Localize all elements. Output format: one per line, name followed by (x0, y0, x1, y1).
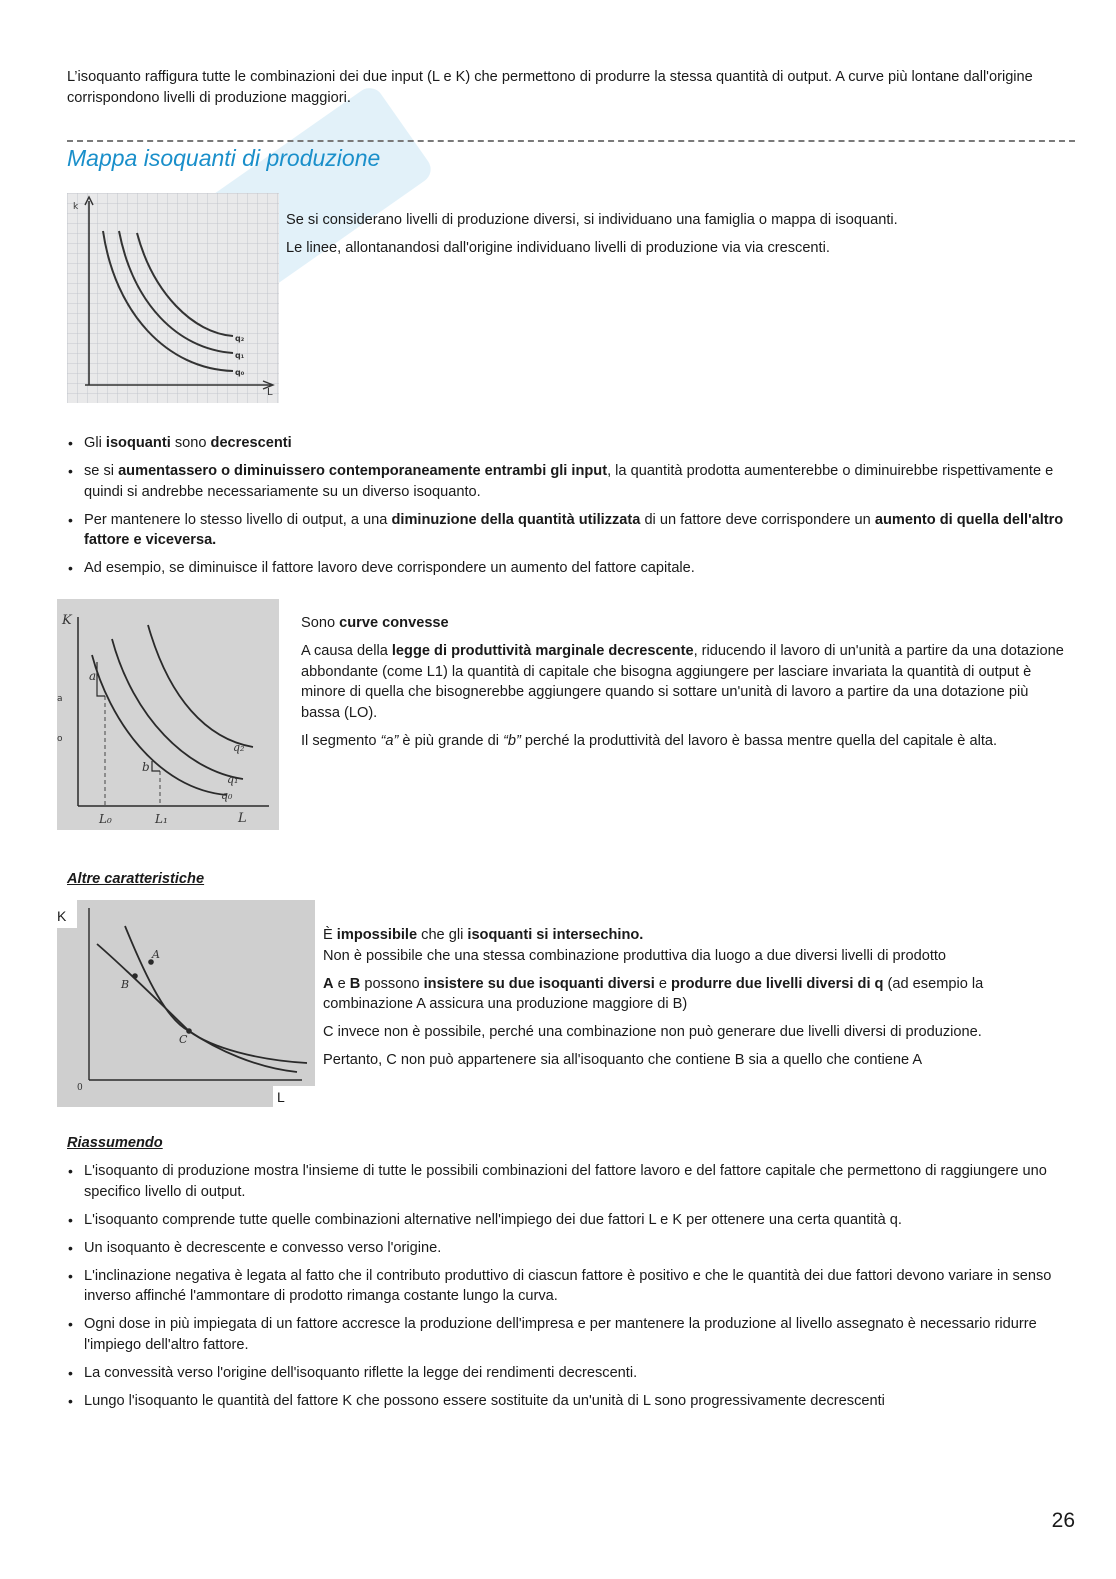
altre-p3: C invece non è possibile, perché una combinazione non può generare due livelli diversi di produzione. (323, 1024, 982, 1040)
fig2-b-label: b (142, 760, 150, 774)
fig3-k-label: K (57, 908, 67, 924)
section1-text (286, 210, 1066, 266)
fig2-edge-a: a (57, 694, 63, 704)
section1-p1: Se si considerano livelli di produzione diversi, si individuano una famiglia o mappa di isoquanti. (286, 212, 898, 228)
convex-text (301, 613, 1071, 759)
altre-p1b: Non è possibile che una stessa combinazione produttiva dia luogo a due diversi livelli di prodotto (323, 947, 947, 964)
fig1-curve-q1: q₁ (235, 351, 245, 360)
fig2-l1-label: L₁ (155, 812, 168, 826)
altre-p2: A e B possono insistere su due isoquanti diversi e produrre due livelli diversi di q (ad esempio la combinazione A assicura una produzione maggiore di B) (323, 975, 984, 1012)
convex-p1: A causa della legge di produttività marginale decrescente, riducendo il lavoro di un'unità a partire da una dotazione abbondante (come L1) la quantità di capitale che bisogna aggiungere per lasciare invariata la quantità di output è minore di quella che bisognerebbe aggiungere quando si sottare un'unità di lavoro a partire da una dotazione più bassa (LO). (301, 643, 1064, 721)
bullet-item: • se si aumentassero o diminuissero contemporaneamente entrambi gli input, la quantità prodotta aumenterebbe o diminuirebbe rispettivamente e quindi si andrebbe necessariamente su un diverso isoquanto. (67, 461, 1072, 502)
list-item: • L'inclinazione negativa è legata al fatto che il contributo produttivo di ciascun fattore è positivo e che le quantità dei due fattori devono variare in senso inverso affinché l'ammontare di prodotto rimanga costante lungo la curva. (67, 1266, 1075, 1307)
fig1-l-label: L (267, 387, 273, 398)
altre-text (323, 925, 1073, 1078)
list-item: • La convessità verso l'origine dell'isoquanto riflette la legge dei rendimenti decrescenti. (67, 1363, 1075, 1384)
intro-paragraph: L’isoquanto raffigura tutte le combinazioni dei due input (L e K) che permettono di produrre la stessa quantità di output. A curve più lontane dall'origine corrispondono livelli di produzione maggiori. (67, 69, 1033, 106)
fig2-q2-label: q₂ (233, 741, 245, 754)
fig2-l0-label: L₀ (99, 812, 112, 826)
fig2-edge-o: o (57, 734, 63, 744)
fig1-k-label: k (73, 202, 79, 212)
altre-p1: È impossibile che gli isoquanti si intersechino. (323, 927, 644, 943)
altre-p4: Pertanto, C non può appartenere sia all'isoquanto che contiene B sia a quello che contiene A (323, 1052, 923, 1068)
fig1-curve-q2: q₂ (235, 334, 245, 343)
fig2-q0-label: q₀ (221, 789, 233, 802)
list-item: • Lungo l'isoquanto le quantità del fattore K che possono essere sostituite da un'unità di L sono progressivamente decrescenti (67, 1391, 1075, 1412)
convex-isoquants-figure (57, 599, 279, 830)
riassumendo-list (67, 1161, 1075, 1419)
fig3-l-label: L (277, 1089, 285, 1105)
bullets-1 (67, 433, 1072, 586)
fig2-q1-label: q₁ (227, 773, 239, 786)
list-item: • Ogni dose in più impiegata di un fattore accresce la produzione dell'impresa e per mantenere la produzione al livello assegnato è necessario ridurre l'impiego dell'altro fattore. (67, 1314, 1075, 1355)
fig3-a-label: A (152, 948, 160, 961)
list-item: • L'isoquanto di produzione mostra l'insieme di tutte le possibili combinazioni del fattore lavoro e del fattore capitale che permettono di raggiungere uno specifico livello di output. (67, 1161, 1075, 1202)
list-item: • Un isoquanto è decrescente e convesso verso l'origine. (67, 1238, 1075, 1259)
section-title: Mappa isoquanti di produzione (67, 145, 381, 171)
fig3-c-label: C (179, 1033, 188, 1046)
fig2-k-label: K (62, 613, 72, 628)
bullet-item: • Gli isoquanti sono decrescenti (67, 433, 1072, 454)
convex-title: Sono curve convesse (301, 615, 449, 631)
page-number: 26 (1051, 1509, 1075, 1532)
list-item: • L'isoquanto comprende tutte quelle combinazioni alternative nell'impiego dei due fattori L e K per ottenere una certa quantità q. (67, 1210, 1075, 1231)
isoquant-map-figure (67, 193, 279, 403)
fig1-curve-q0: q₀ (235, 368, 245, 377)
fig2-a-label: a (89, 669, 97, 683)
fig2-l-label: L (238, 811, 247, 826)
fig3-origin-label: 0 (77, 1083, 83, 1093)
section1-p2: Le linee, allontanandosi dall'origine individuano livelli di produzione via via crescenti. (286, 240, 830, 256)
riassumendo-heading: Riassumendo (67, 1135, 163, 1151)
bullet-item: • Ad esempio, se diminuisce il fattore lavoro deve corrispondere un aumento del fattore capitale. (67, 558, 1072, 579)
section-divider (67, 140, 1075, 142)
convex-p2: Il segmento “a” è più grande di “b” perché la produttività del lavoro è bassa mentre quella del capitale è alta. (301, 732, 998, 749)
altre-heading: Altre caratteristiche (67, 871, 205, 887)
bullet-item: • Per mantenere lo stesso livello di output, a una diminuzione della quantità utilizzata di un fattore deve corrispondere un aumento di quella dell'altro fattore e viceversa. (67, 510, 1072, 551)
intersecting-isoquants-figure (57, 900, 315, 1107)
fig3-b-label: B (121, 978, 130, 991)
